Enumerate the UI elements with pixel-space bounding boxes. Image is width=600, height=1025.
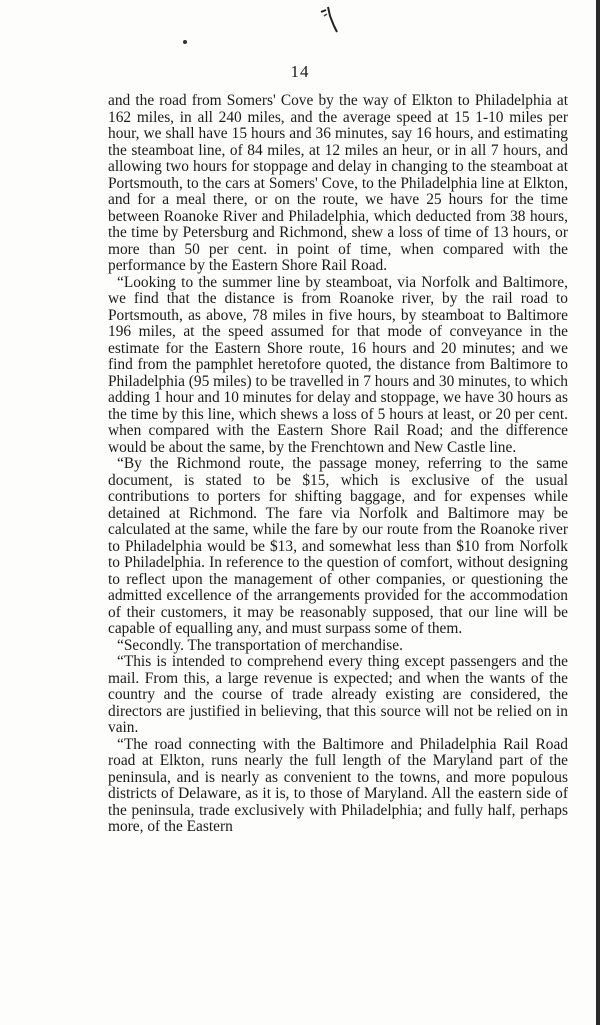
ink-dot xyxy=(183,40,187,44)
paragraph-merchandise: “This is intended to comprehend every thing except passengers and the mail. From this, a large revenue is expected; and when the wants of the country and the course of trade already existing are considered, the directors are justified in believing, that this source will not be relied on in vain. xyxy=(108,653,568,736)
paragraph-secondly: “Secondly. The transportation of merchandise. xyxy=(117,636,403,654)
ink-mark xyxy=(318,4,340,34)
paragraph-continuation: and the road from Somers' Cove by the way of Elkton to Philadelphia at 162 miles, in all 240 miles, and the average speed at 15 1-10 miles per hour, we shall have 15 hours and 36 minutes, say 16 hours, and estimating the steamboat line, of 84 miles, at 12 miles an heur, or in all 7 hours, and allowing two hours for stoppage and delay in changing to the steamboat at Portsmouth, to the cars at Somers' Cove, to the Philadelphia line at Elkton, and for a meal there, or on the route, we have 25 hours for the time between Roanoke River and Philadelphia, which deducted from 38 hours, the time by Petersburg and Richmond, shew a loss of time of 13 hours, or more than 50 per cent. in point of time, when compared with the performance by the Eastern Shore Rail Road. xyxy=(108,92,568,274)
paragraph-summer-line: “Looking to the summer line by steamboat, via Norfolk and Baltimore, we find that the distance is from Roanoke river, by the rail road to Portsmouth, as above, 78 miles in five hours, by steamboat to Baltimore 196 miles, at the speed assumed for that mode of conveyance in the estimate for the Eastern Shore route, 16 hours and 20 minutes; and we find from the pamphlet heretofore quoted, the distance from Baltimore to Philadelphia (95 miles) to be travelled in 7 hours and 30 minutes, to which adding 1 hour and 10 minutes for delay and stoppage, we have 30 hours as the time by this line, which shews a loss of 5 hours at least, or 20 per cent. when compared with the Eastern Shore Rail Road; and the difference would be about the same, by the Frenchtown and New Castle line. xyxy=(108,273,568,456)
paragraph-elkton-road: “The road connecting with the Baltimore and Philadelphia Rail Road road at Elkton, runs nearly the full length of the Maryland part of the peninsula, and is nearly as convenient to the towns, and more populous districts of Delaware, as it is, to those of Maryland. All the eastern side of the peninsula, trade exclusively with Philadelphia; and fully half, perhaps more, of the Eastern xyxy=(108,735,568,835)
body-text xyxy=(108,93,568,836)
page-edge-shadow xyxy=(596,0,600,1025)
page-number: 14 xyxy=(290,62,310,81)
paragraph-richmond-route: “By the Richmond route, the passage money, referring to the same document, is stated to be $15, which is exclusive of the usual contributions to porters for shifting baggage, and for expenses while detained at Richmond. The fare via Norfolk and Baltimore may be calculated at the same, while the fare by our route from the Roanoke river to Philadelphia would be $13, and somewhat less than $10 from Norfolk to Philadelphia. In reference to the question of comfort, without designing to reflect upon the management of other companies, or questioning the admitted excellence of the arrangements provided for the accommodation of their customers, it may be reasonably supposed, that our line will be capable of equalling any, and must surpass some of them. xyxy=(108,455,568,637)
